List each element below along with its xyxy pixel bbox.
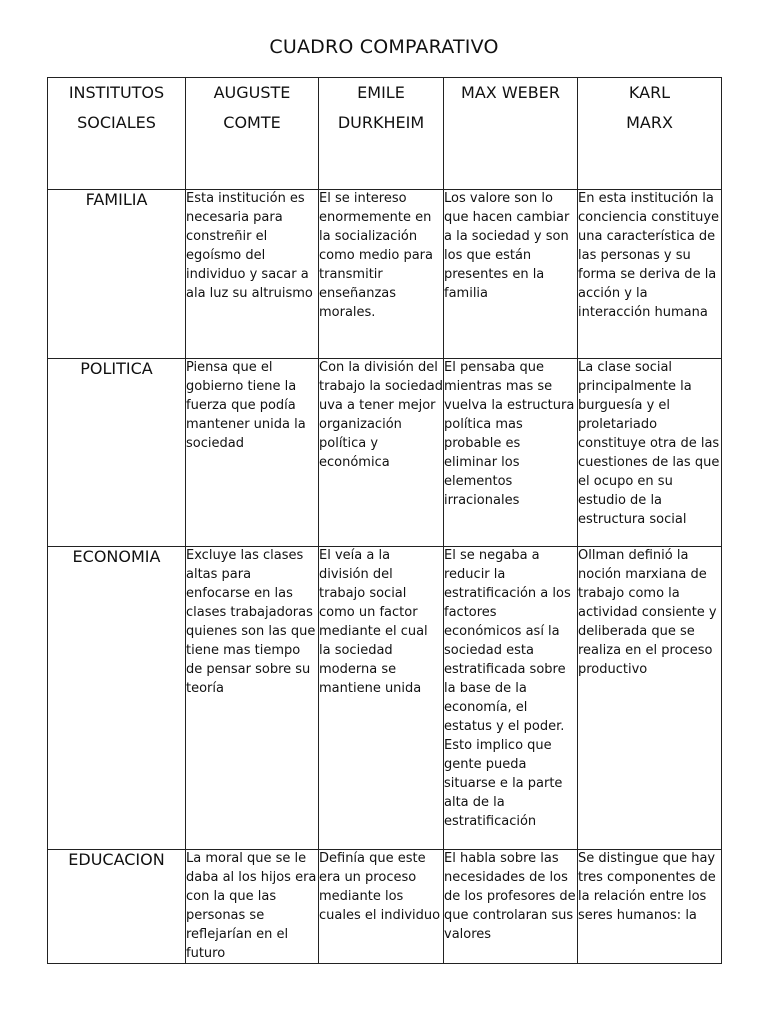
header-max-weber: MAX WEBER — [444, 78, 578, 190]
row-label-economia: ECONOMIA — [48, 547, 186, 850]
header-row — [48, 78, 722, 190]
header-emile-durkheim: EMILE DURKHEIM — [319, 78, 444, 190]
cell-economia-durkheim: El veía a la división del trabajo social como un factor mediante el cual la sociedad moderna se mantiene unida — [319, 547, 444, 850]
document-title: CUADRO COMPARATIVO — [269, 36, 499, 58]
cell-politica-comte: Piensa que el gobierno tiene la fuerza que podía mantener unida la sociedad — [186, 359, 319, 547]
cell-politica-durkheim: Con la división del trabajo la sociedad uva a tener mejor organización política y económica — [319, 359, 444, 547]
cell-educacion-weber: El habla sobre las necesidades de los de los profesores de que controlaran sus valores — [444, 850, 578, 964]
row-label-familia: FAMILIA — [48, 190, 186, 359]
table-row-familia — [48, 190, 722, 359]
cell-economia-marx: Ollman definió la noción marxiana de trabajo como la actividad consiente y deliberada que se realiza en el proceso productivo — [578, 547, 722, 850]
header-karl-marx: KARL MARX — [578, 78, 722, 190]
cell-politica-weber: El pensaba que mientras mas se vuelva la estructura política mas probable es eliminar los elementos irracionales — [444, 359, 578, 547]
cell-familia-comte: Esta institución es necesaria para constreñir el egoísmo del individuo y sacar a ala luz su altruismo — [186, 190, 319, 359]
table-row-politica — [48, 359, 722, 547]
cell-educacion-marx: Se distingue que hay tres componentes de la relación entre los seres humanos: la — [578, 850, 722, 964]
cell-educacion-durkheim: Definía que este era un proceso mediante los cuales el individuo — [319, 850, 444, 964]
cell-economia-weber: El se negaba a reducir la estratificación a los factores económicos así la sociedad esta estratificada sobre la base de la economía, el estatus y el poder. Esto implico que gente pueda situarse e la parte alta de la estratificación — [444, 547, 578, 850]
table-row-economia — [48, 547, 722, 850]
comparison-table — [47, 77, 722, 964]
cell-familia-weber: Los valore son lo que hacen cambiar a la sociedad y son los que están presentes en la familia — [444, 190, 578, 359]
header-institutos-sociales: INSTITUTOS SOCIALES — [48, 78, 186, 190]
table-row-educacion — [48, 850, 722, 964]
header-auguste-comte: AUGUSTE COMTE — [186, 78, 319, 190]
cell-politica-marx: La clase social principalmente la burguesía y el proletariado constituye otra de las cuestiones de las que el ocupo en su estudio de la estructura social — [578, 359, 722, 547]
cell-familia-durkheim: El se intereso enormemente en la socialización como medio para transmitir enseñanzas morales. — [319, 190, 444, 359]
cell-educacion-comte: La moral que se le daba al los hijos era con la que las personas se reflejarían en el futuro — [186, 850, 319, 964]
row-label-educacion: EDUCACION — [48, 850, 186, 964]
row-label-politica: POLITICA — [48, 359, 186, 547]
cell-economia-comte: Excluye las clases altas para enfocarse en las clases trabajadoras quienes son las que tiene mas tiempo de pensar sobre su teoría — [186, 547, 319, 850]
cell-familia-marx: En esta institución la conciencia constituye una característica de las personas y su forma se deriva de la acción y la interacción humana — [578, 190, 722, 359]
